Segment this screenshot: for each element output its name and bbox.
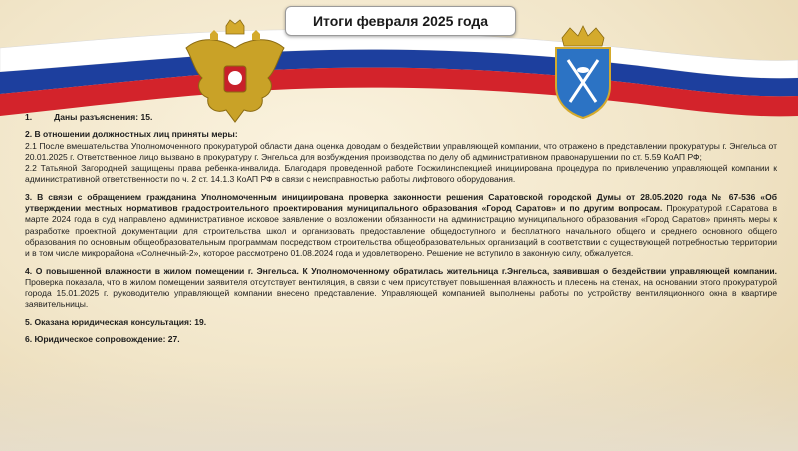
- item-1: 1. Даны разъяснения: 15.: [25, 112, 153, 122]
- background-building-fade: [0, 361, 798, 451]
- results-content: [25, 112, 777, 345]
- saratov-coat-of-arms-icon: [548, 24, 618, 120]
- item-3: [25, 192, 777, 260]
- item-2-2-text: 2.2 Татьяной Загородней защищены права ребенка-инвалида. Благодаря проведенной работе Госжилинспекцией инициирована процедура по привлечению управляющей компании к административной ответственности по ч. 2 ст. 14.1.3 КоАП РФ в связи с неисправностью работы лифтового оборудования.: [25, 163, 777, 185]
- item-2-heading: 2. В отношении должностных лиц приняты меры:: [25, 129, 238, 140]
- item-1-heading: Даны разъяснения: 15.: [54, 112, 153, 122]
- item-4: [25, 266, 777, 311]
- item-3-text: Прокуратурой г.Саратова в марте 2024 года в суд направлено административное исковое заявление о возложении обязанности на администрацию муниципального образования «Город Саратов» принять меры к разработке проектной документации для строительства школ и организовать предоставление общедоступного и бесплатного начального общего и среднего основного общего образования по основным общеобразовательным программам посредством строительства общеобразовательных организаций в соответствии с существующей потребностью территории и в том числе микрорайона «Солнечный-2», которое рассмотрено 01.08.2024 года и удовлетворено. Решение не вступило в законную силу, обжалуется.: [25, 203, 777, 259]
- item-3-heading: 3. В связи с обращением гражданина Уполномоченным инициирована проверка законности решения Саратовской городской Думы от 28.05.2020 года № 67-536 «Об утверждении местных нормативов градостроительного проектирования муниципального образования «Город Саратов» и по другим вопросам.: [25, 191, 777, 214]
- item-4-text: Проверка показала, что в жилом помещении заявителя отсутствует вентиляция, в связи с чем присутствует повышенная влажность и плесень на стенах, на основании этого прокуратурой города 15.01.2025 г. руководителю управляющей компании внесено представление. Управляющей компанией выполнены работы по устройству вентиляционного окна в квартире заявительницы.: [25, 276, 777, 310]
- item-2-1-text: 2.1 После вмешательства Уполномоченного прокуратурой области дана оценка доводам о бездействии управляющей компании, что отражено в представлении прокуратуры г. Энгельса от 20.01.2025 г. Ответственное лицо вызвано в прокуратуру г. Энгельса для возбуждения производства по делу об административном правонарушении по ст. 5.59 КоАП РФ;: [25, 140, 777, 162]
- item-4-heading: 4. О повышенной влажности в жилом помещении г. Энгельса. К Уполномоченному обратилась жительница г.Энгельса, заявившая о бездействии управляющей компании.: [25, 265, 777, 276]
- page-title: Итоги февраля 2025 года: [285, 6, 516, 36]
- item-6: 6. Юридическое сопровождение: 27.: [25, 334, 180, 345]
- item-5: 5. Оказана юридическая консультация: 19.: [25, 316, 207, 327]
